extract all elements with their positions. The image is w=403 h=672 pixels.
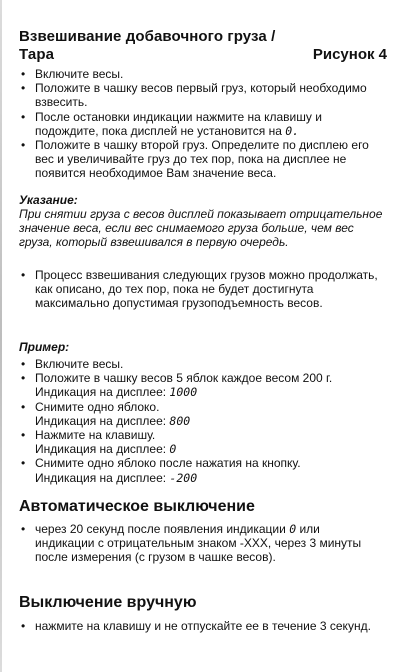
page-edge-shadow (0, 0, 2, 672)
auto-off-list (19, 522, 379, 565)
step-item: • После остановки индикации нажмите на клавишу и подождите, пока дисплей не установится на 0. (19, 110, 385, 138)
zero-display-value: 0. (285, 123, 300, 138)
example-item: • Снимите одно яблоко после нажатия на кнопку. Индикация на дисплее: -200 (19, 456, 389, 484)
step-item: • Включите весы. (19, 67, 385, 81)
continue-item: • Процесс взвешивания следующих грузов можно продолжать, как описано, до тех пор, пока не будет достигнута максимально допустимая грузоподъемность весов. (19, 268, 379, 311)
manual-off-list (19, 619, 379, 633)
example-item: • Нажмите на клавишу. Индикация на дисплее: 0 (19, 428, 389, 456)
manual-off-item: • нажмите на клавишу и не отпускайте ее в течение 3 секунд. (19, 619, 379, 633)
example-item: • Положите в чашку весов 5 яблок каждое весом 200 г. Индикация на дисплее: 1000 (19, 371, 389, 399)
example-item: • Включите весы. (19, 357, 389, 371)
display-value: 800 (169, 413, 191, 428)
note-text: При снятии груза с весов дисплей показывает отрицательное значение веса, если вес снимаемого груза больше, чем вес груза, который взвешивался в первую очередь. (19, 207, 383, 250)
auto-off-item: • через 20 секунд после появления индикации 0 или индикации с отрицательным знаком -XXX, через 3 минуты после измерения (с грузом в чашке весов). (19, 522, 379, 565)
zero-display-value: 0 (289, 522, 297, 536)
page-title: Взвешивание добавочного груза / Тара (19, 28, 276, 63)
manual-off-heading: Выключение вручную (19, 594, 197, 611)
auto-off-heading: Автоматическое выключение (19, 498, 255, 515)
example-label: Пример: (19, 340, 70, 354)
display-value: 0 (169, 442, 177, 457)
continue-list (19, 268, 379, 311)
negative-display-value: -XXX, (239, 536, 272, 551)
header (19, 28, 387, 64)
figure-label: Рисунок 4 (312, 46, 387, 63)
example-list (19, 357, 389, 485)
display-value: 1000 (169, 385, 198, 400)
weighing-steps (19, 67, 385, 181)
note-label: Указание: (19, 193, 78, 207)
example-item: • Снимите одно яблоко. Индикация на дисплее: 800 (19, 400, 389, 428)
step-item: • Положите в чашку второй груз. Определите по дисплею его вес и увеличивайте груз до тех пор, пока на дисплее не появится необходимое Вам значение веса. (19, 138, 385, 181)
display-value: -200 (169, 470, 198, 485)
step-item: • Положите в чашку весов первый груз, который необходимо взвесить. (19, 81, 385, 109)
note-block (19, 193, 389, 250)
example-block (19, 340, 389, 485)
